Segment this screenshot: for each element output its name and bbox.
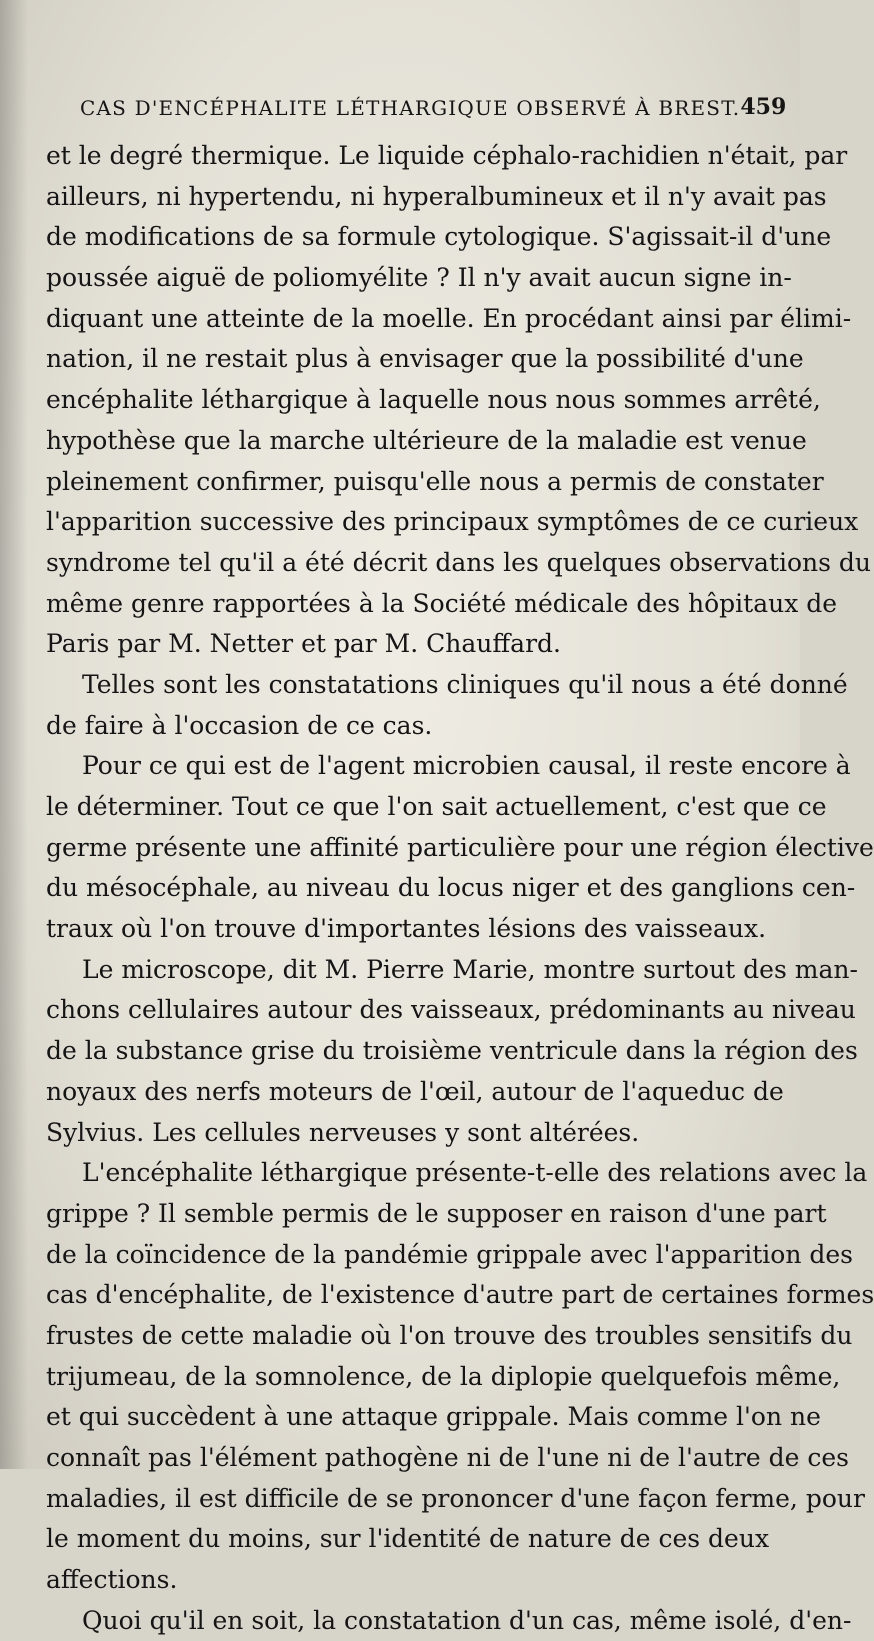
text-line: et qui succèdent à une attaque grippale. Mais comme l'on ne — [46, 1402, 821, 1432]
paragraph — [46, 136, 872, 665]
page-header — [80, 80, 787, 120]
text-line: grippe ? Il semble permis de le supposer en raison d'une part — [46, 1198, 827, 1228]
text-line: frustes de cette maladie où l'on trouve des troubles sensitifs du — [46, 1320, 853, 1350]
text-line: Telles sont les constatations cliniques qu'il nous a été donné — [82, 669, 848, 699]
paragraph — [46, 1601, 852, 1641]
text-line: chons cellulaires autour des vaisseaux, prédominants au niveau — [46, 995, 856, 1025]
running-title: CAS D'ENCÉPHALITE LÉTHARGIQUE OBSERVÉ À BREST. — [80, 96, 741, 120]
text-line: traux où l'on trouve d'importantes lésions des vaisseaux. — [46, 914, 767, 944]
text-line: l'apparition successive des principaux symptômes de ce curieux — [46, 507, 859, 537]
paragraph — [46, 1153, 874, 1601]
text-line: Sylvius. Les cellules nerveuses y sont altérées. — [46, 1117, 640, 1147]
text-line: affections. — [46, 1565, 178, 1595]
text-line: de la coïncidence de la pandémie grippale avec l'apparition des — [46, 1239, 853, 1269]
page-gutter-shadow — [0, 0, 28, 1469]
text-line: et le degré thermique. Le liquide céphalo-rachidien n'était, par — [46, 141, 848, 170]
text-line: poussée aiguë de poliomyélite ? Il n'y avait aucun signe in- — [46, 263, 792, 293]
text-line: germe présente une affinité particulière pour une région élective — [46, 832, 874, 862]
text-line: même genre rapportées à la Société médicale des hôpitaux de — [46, 588, 838, 618]
text-line: le déterminer. Tout ce que l'on sait actuellement, c'est que ce — [46, 792, 827, 821]
page-number: 459 — [740, 94, 787, 120]
paragraph — [46, 665, 848, 746]
text-line: Le microscope, dit M. Pierre Marie, montre surtout des man- — [82, 954, 858, 984]
text-line: du mésocéphale, au niveau du locus niger et des ganglions cen- — [46, 873, 856, 903]
text-line: nation, il ne restait plus à envisager que la possibilité d'une — [46, 344, 804, 374]
text-line: pleinement confirmer, puisqu'elle nous a permis de constater — [46, 466, 824, 496]
text-line: diquant une atteinte de la moelle. En procédant ainsi par élimi- — [46, 303, 852, 333]
paragraph — [46, 746, 874, 949]
text-line: de la substance grise du troisième ventricule dans la région des — [46, 1036, 858, 1066]
paragraph — [46, 950, 858, 1153]
text-line: connaît pas l'élément pathogène ni de l'une ni de l'autre de ces — [46, 1443, 850, 1472]
text-line: de faire à l'occasion de ce cas. — [46, 710, 433, 740]
body-text — [46, 136, 874, 1641]
text-line: hypothèse que la marche ultérieure de la maladie est venue — [46, 425, 807, 455]
text-line: noyaux des nerfs moteurs de l'œil, autour de l'aqueduc de — [46, 1076, 784, 1106]
text-line: Paris par M. Netter et par M. Chauffard. — [46, 629, 561, 659]
text-line: Quoi qu'il en soit, la constatation d'un cas, même isolé, d'en- — [82, 1605, 852, 1635]
text-line: maladies, il est difficile de se prononcer d'une façon ferme, pour — [46, 1483, 865, 1513]
text-line: encéphalite léthargique à laquelle nous nous sommes arrêté, — [46, 385, 821, 415]
text-line: de modifications de sa formule cytologique. S'agissait-il d'une — [46, 222, 832, 252]
text-line: Pour ce qui est de l'agent microbien causal, il reste encore à — [82, 751, 851, 781]
text-line: cas d'encéphalite, de l'existence d'autre part de certaines formes — [46, 1280, 874, 1310]
text-line: L'encéphalite léthargique présente-t-elle des relations avec la — [82, 1158, 868, 1188]
text-line: ailleurs, ni hypertendu, ni hyperalbumineux et il n'y avait pas — [46, 181, 827, 211]
text-line: trijumeau, de la somnolence, de la diplopie quelquefois même, — [46, 1361, 841, 1391]
text-line: le moment du moins, sur l'identité de nature de ces deux — [46, 1524, 770, 1554]
text-line: syndrome tel qu'il a été décrit dans les quelques observations du — [46, 547, 872, 577]
